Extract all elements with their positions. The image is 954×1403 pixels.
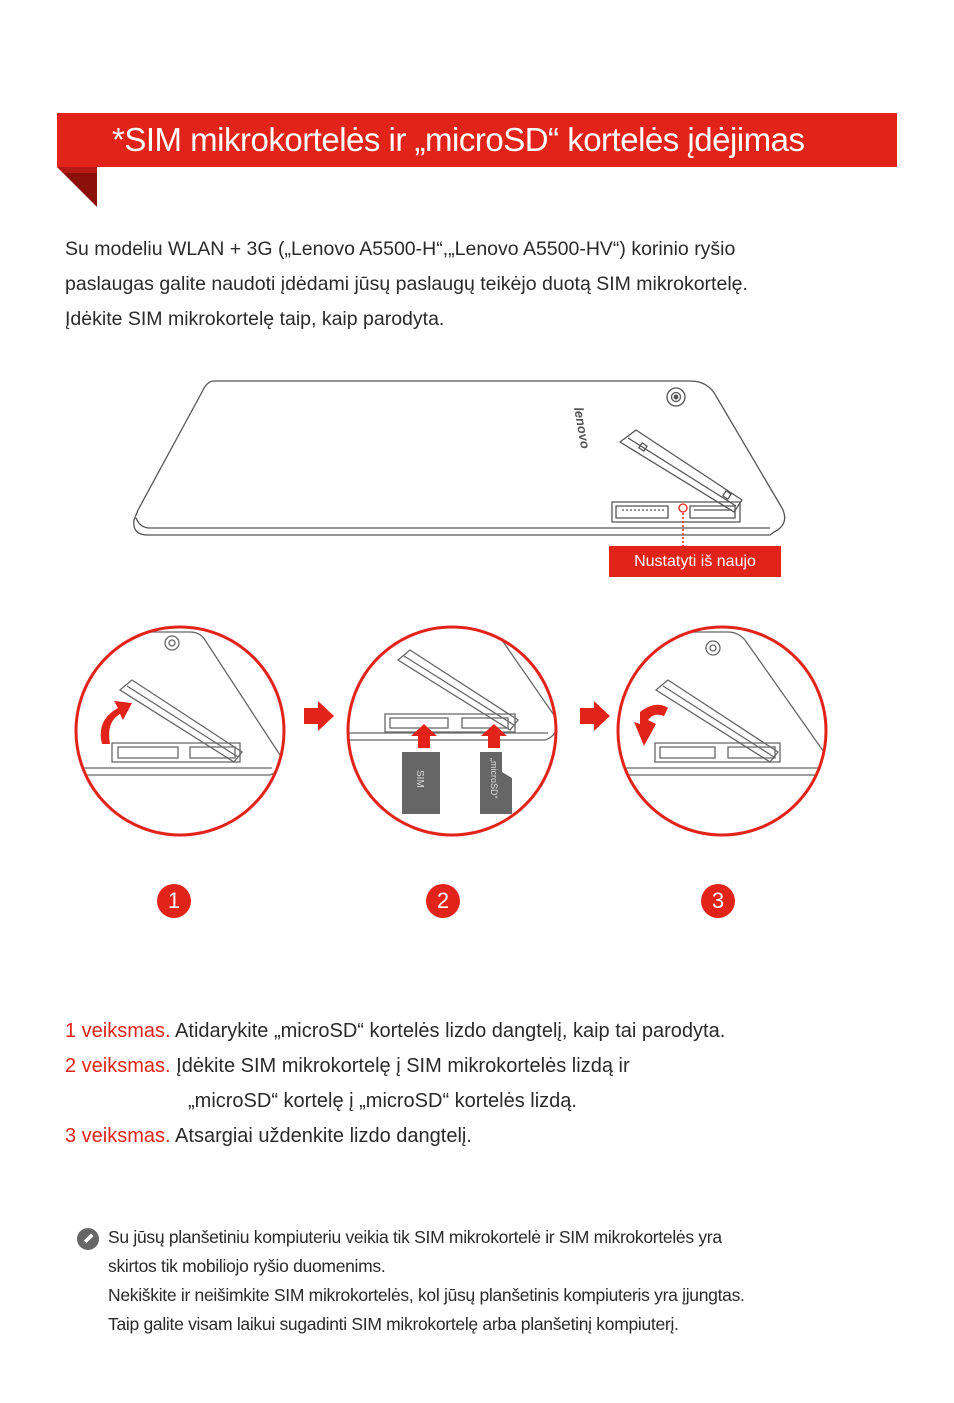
sim-card-label: SIM (414, 770, 425, 788)
note-line: Nekiškite ir neišimkite SIM mikrokortelės, kol jūsų planšetinis kompiuteris yra įjungtas. (108, 1285, 745, 1305)
page-title: *SIM mikrokortelės ir „microSD“ kortelės įdėjimas (112, 121, 805, 158)
intro-line: Įdėkite SIM mikrokortelę taip, kaip parodyta. (65, 308, 445, 330)
intro-line: Su modeliu WLAN + 3G („Lenovo A5500-H“,„Lenovo A5500-HV“) korinio ryšio (65, 238, 736, 260)
step-label: 3 veiksmas. (65, 1125, 171, 1147)
step-label: 1 veiksmas. (65, 1020, 171, 1042)
step2-circle (340, 622, 557, 835)
step-number-2: 2 (426, 884, 460, 918)
tablet-body (134, 381, 785, 535)
step-number-1: 1 (157, 884, 191, 918)
step-text: Įdėkite SIM mikrokortelę į SIM mikrokortelės lizdą ir (170, 1055, 630, 1077)
step-1 (65, 1014, 725, 1049)
card-slot (612, 502, 740, 522)
steps-list (65, 1014, 725, 1154)
note-line: Su jūsų planšetiniu kompiuteriu veikia tik SIM mikrokortelė ir SIM mikrokortelės yra (108, 1227, 722, 1247)
arrow-right-icon (580, 701, 610, 731)
step3-circle (610, 627, 827, 835)
step-2 (65, 1049, 725, 1084)
lenovo-logo: lenovo (571, 405, 594, 450)
step-label: 2 veiksmas. (65, 1055, 171, 1077)
reset-label: Nustatyti iš naujo (609, 546, 781, 577)
pencil-icon (77, 1228, 99, 1250)
arrow-right-icon (304, 701, 334, 731)
step-2-continued: „microSD“ kortelę į „microSD“ kortelės lizdą. (188, 1090, 577, 1112)
step1-circle (60, 627, 284, 835)
tablet-illustration (0, 0, 954, 620)
note-line: Taip galite visam laikui sugadinti SIM mikrokortelę arba planšetinį kompiuterį. (108, 1314, 679, 1334)
note-line: skirtos tik mobiliojo ryšio duomenims. (108, 1256, 386, 1276)
step-text: Atsargiai uždenkite lizdo dangtelį. (170, 1125, 472, 1147)
microsd-card-label: „microSD“ (489, 758, 499, 799)
step-3 (65, 1119, 725, 1154)
step-number-3: 3 (701, 884, 735, 918)
reset-hole (679, 504, 687, 512)
steps-illustration (0, 600, 954, 900)
intro-line: paslaugas galite naudoti įdėdami jūsų paslaugų teikėjo duotą SIM mikrokortelę. (65, 273, 748, 295)
step-text: Atidarykite „microSD“ kortelės lizdo dangtelį, kaip tai parodyta. (170, 1020, 726, 1042)
note-block (108, 1223, 908, 1339)
